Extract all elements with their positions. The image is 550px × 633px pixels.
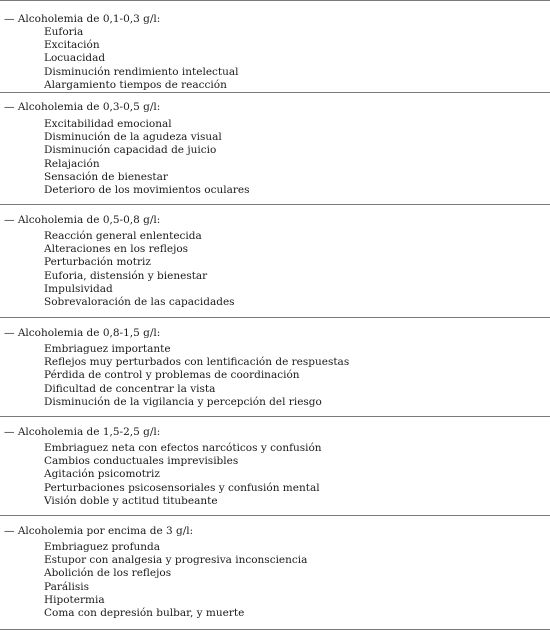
effects-list [44, 118, 550, 197]
list-item: Euforia [44, 26, 84, 38]
list-item: Visión doble y actitud titubeante [44, 494, 218, 507]
section-title: — Alcoholemia de 0,1-0,3 g/l: [4, 13, 161, 25]
list-item: Embriaguez profunda [44, 541, 161, 553]
list-item: Disminución capacidad de juicio [44, 144, 217, 157]
list-item: Sensación de bienestar [44, 170, 168, 183]
effects-list [44, 26, 550, 92]
effects-list [44, 442, 550, 508]
list-item: Perturbaciones psicosensoriales y confusión mental [44, 481, 320, 494]
list-item: Sobrevaloración de las capacidades [44, 296, 235, 309]
list-item: Reflejos muy perturbados con lentificación de respuestas [44, 356, 350, 369]
list-item: Locuacidad [44, 52, 106, 65]
list-item: Deterioro de los movimientos oculares [44, 184, 250, 197]
list-item: Euforia, distensión y bienestar [44, 269, 208, 282]
list-item: Alteraciones en los reflejos [44, 243, 189, 256]
list-item: Pérdida de control y problemas de coordinación [44, 369, 300, 382]
list-item: Embriaguez neta con efectos narcóticos y confusión [44, 442, 322, 454]
list-item: Abolición de los reflejos [44, 567, 172, 580]
list-item: Disminución de la agudeza visual [44, 131, 222, 144]
list-item: Estupor con analgesia y progresiva inconsciencia [44, 554, 308, 567]
section-0-3-to-0-5 [0, 93, 550, 205]
list-item: Hipotermia [44, 593, 105, 606]
list-item: Alargamiento tiempos de reacción [44, 78, 227, 91]
section-title: — Alcoholemia de 0,8-1,5 g/l: [4, 327, 161, 339]
list-item: Reacción general enlentecida [44, 230, 202, 242]
list-item: Embriaguez importante [44, 343, 171, 355]
effects-list [44, 230, 550, 309]
list-item: Disminución de la vigilancia y percepción del riesgo [44, 395, 322, 408]
section-0-1-to-0-3 [0, 0, 550, 93]
section-title: — Alcoholemia por encima de 3 g/l: [4, 525, 194, 537]
section-0-5-to-0-8 [0, 205, 550, 318]
list-item: Agitación psicomotriz [44, 468, 160, 481]
section-title: — Alcoholemia de 1,5-2,5 g/l: [4, 426, 161, 438]
list-item: Disminución rendimiento intelectual [44, 65, 239, 78]
list-item: Impulsividad [44, 282, 113, 295]
list-item: Parálisis [44, 580, 89, 593]
list-item: Excitabilidad emocional [44, 118, 172, 130]
effects-list [44, 343, 550, 409]
list-item: Cambios conductuales imprevisibles [44, 455, 239, 468]
effects-list [44, 541, 550, 620]
list-item: Perturbación motriz [44, 256, 151, 269]
section-title: — Alcoholemia de 0,5-0,8 g/l: [4, 214, 161, 226]
section-above-3 [0, 516, 550, 630]
section-1-5-to-2-5 [0, 417, 550, 516]
section-title: — Alcoholemia de 0,3-0,5 g/l: [4, 101, 161, 113]
list-item: Relajación [44, 157, 100, 170]
section-0-8-to-1-5 [0, 318, 550, 417]
list-item: Dificultad de concentrar la vista [44, 382, 216, 395]
list-item: Coma con depresión bulbar, y muerte [44, 607, 245, 620]
list-item: Excitación [44, 39, 100, 52]
